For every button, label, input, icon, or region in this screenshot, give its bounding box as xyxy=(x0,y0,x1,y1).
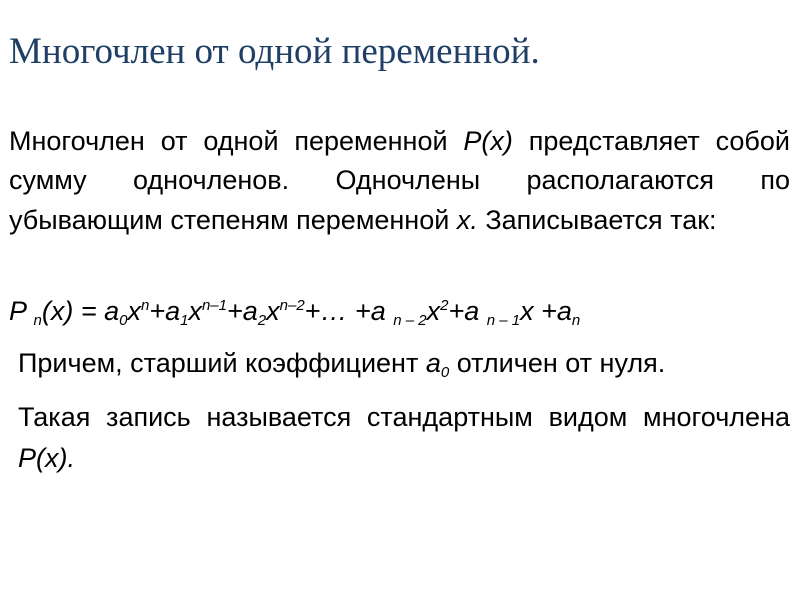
formula-plus-a2: +a xyxy=(227,296,258,326)
coefficient-sub-0: 0 xyxy=(440,364,450,381)
formula-plus-a-nm1: +a xyxy=(448,296,487,326)
formula-arg: (x) = a xyxy=(41,296,120,326)
formula-sub-n-last: n xyxy=(571,312,581,329)
definition-paragraph xyxy=(9,122,790,240)
definition-text-b: представляет собой сумму одночленов. Одночлены располагаются по убывающим степеням переменной xyxy=(9,126,790,235)
formula-dots: +… +a xyxy=(304,296,394,326)
formula-sub-n: n xyxy=(33,312,42,329)
standard-form-paragraph xyxy=(18,397,790,479)
formula-sub-2: 2 xyxy=(257,312,267,329)
formula-sup-2: 2 xyxy=(440,297,449,314)
formula-x4: x xyxy=(426,296,441,326)
formula-sup-n: n xyxy=(140,297,150,314)
polynomial-formula xyxy=(9,294,580,328)
leading-coefficient-paragraph xyxy=(18,345,665,381)
formula-sup-n-minus-2: n–2 xyxy=(279,297,305,314)
variable-x: x. xyxy=(456,204,478,235)
formula-x2: x xyxy=(188,296,202,326)
coefficient-a: a xyxy=(425,348,441,378)
formula-sup-n-minus-1: n–1 xyxy=(201,297,227,314)
formula-x1: x xyxy=(127,296,141,326)
formula-sub-n-minus-2: n – 2 xyxy=(393,312,427,329)
formula-x-term: x +a xyxy=(520,296,572,326)
slide-title: Многочлен от одной переменной. xyxy=(9,31,540,72)
formula-p: P xyxy=(9,296,34,326)
definition-text-a: Многочлен от одной переменной xyxy=(9,126,464,156)
coefficient-text-a: Причем, старший коэффициент xyxy=(18,348,426,378)
definition-text-c: Записывается так: xyxy=(477,204,717,235)
formula-plus-a1: +a xyxy=(149,296,181,326)
coefficient-text-b: отличен от нуля. xyxy=(449,348,666,378)
standard-form-notation: P(x). xyxy=(18,443,75,473)
formula-sub-1: 1 xyxy=(180,312,189,329)
polynomial-notation: P(x) xyxy=(463,126,513,156)
formula-sub-0: 0 xyxy=(119,312,128,329)
formula-x3: x xyxy=(266,296,280,326)
formula-sub-n-minus-1: n – 1 xyxy=(486,312,521,329)
standard-form-text-a: Такая запись называется стандартным видом многочлена xyxy=(18,402,790,432)
